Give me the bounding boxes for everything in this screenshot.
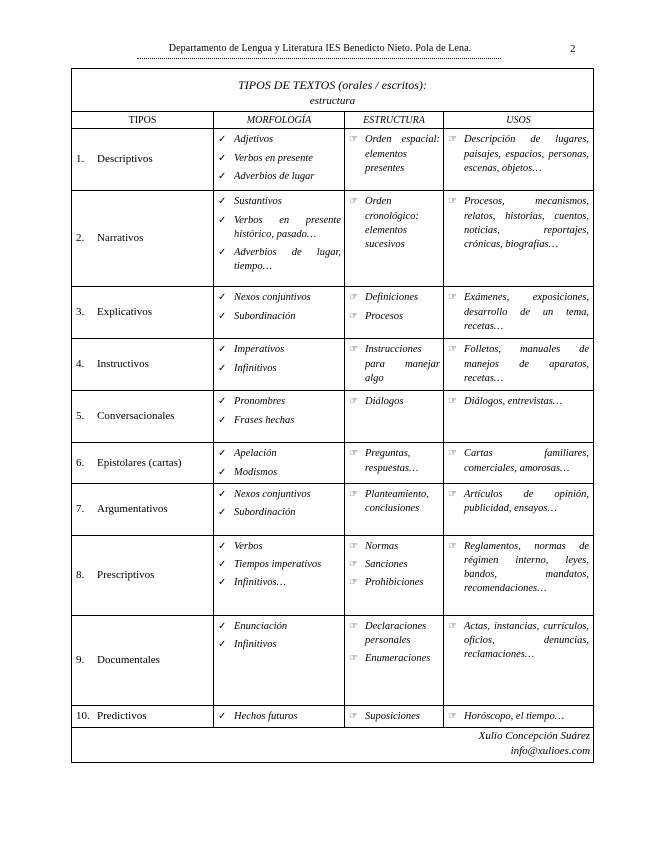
pointing-hand-icon: ☞ (349, 448, 358, 460)
estructura-text: Suposiciones (365, 710, 420, 722)
usos-item (448, 395, 589, 409)
morfologia-text: Verbos en presente (234, 152, 313, 164)
morfologia-text: Enunciación (234, 620, 288, 632)
pointing-hand-icon: ☞ (448, 448, 457, 460)
morfologia-text: Apelación (234, 448, 277, 460)
row-number: 7. (76, 502, 85, 515)
usos-text: Artículos de opinión, publicidad, ensayos… (464, 488, 590, 514)
morfologia-cell (214, 443, 345, 483)
morfologia-text: Infinitivos (234, 362, 277, 374)
usos-text: Folletos, manuales de manejos de aparatos, recetas… (464, 344, 590, 384)
checkmark-icon: ✓ (218, 577, 227, 589)
morfologia-item (218, 638, 341, 652)
morfologia-text: Nexos conjuntivos (234, 292, 311, 304)
usos-cell (444, 535, 594, 615)
pointing-hand-icon: ☞ (349, 310, 358, 322)
usos-item (448, 291, 589, 334)
morfologia-text: Adjetivos (234, 134, 274, 146)
morfologia-text: Subordinación (234, 310, 296, 322)
author-email: info@xulioes.com (510, 745, 591, 758)
usos-item (448, 540, 589, 597)
morfologia-item (218, 395, 341, 409)
estructura-item (349, 540, 440, 554)
estructura-cell (345, 287, 444, 339)
tipo-cell (72, 483, 214, 535)
tipo-cell (72, 287, 214, 339)
estructura-text: Declaraciones personales (365, 620, 427, 646)
morfologia-item (218, 214, 341, 242)
pointing-hand-icon: ☞ (349, 292, 358, 304)
usos-cell (444, 615, 594, 705)
morfologia-item (218, 447, 341, 461)
usos-cell (444, 705, 594, 727)
estructura-cell (345, 483, 444, 535)
page-number: 2 (570, 43, 576, 55)
morfologia-item (218, 310, 341, 324)
table-row (72, 287, 594, 339)
estructura-item (349, 488, 440, 516)
usos-cell (444, 391, 594, 443)
estructura-item (349, 343, 440, 386)
morfologia-text: Adverbios de lugar, tiempo… (234, 246, 341, 273)
table-header-row (72, 112, 594, 129)
morfologia-text: Adverbios de lugar (234, 170, 315, 182)
estructura-cell (345, 535, 444, 615)
usos-text: Reglamentos, normas de régimen interno, leyes, bandos, mandatos, recomendaciones… (464, 540, 590, 595)
pointing-hand-icon: ☞ (349, 653, 358, 665)
pointing-hand-icon: ☞ (448, 134, 457, 146)
table-title-cell (72, 69, 594, 112)
pointing-hand-icon: ☞ (448, 488, 457, 500)
estructura-text: Sanciones (365, 558, 408, 570)
row-number: 4. (76, 358, 85, 371)
morfologia-text: Tiempos imperativos (234, 558, 322, 570)
estructura-text: Enumeraciones (365, 653, 431, 665)
table-row (72, 129, 594, 191)
morfologia-cell (214, 287, 345, 339)
usos-item (448, 343, 589, 386)
morfologia-item (218, 170, 341, 184)
usos-item (448, 195, 589, 252)
morfologia-item (218, 414, 341, 428)
checkmark-icon: ✓ (218, 170, 227, 182)
pointing-hand-icon: ☞ (349, 196, 358, 208)
row-number: 8. (76, 568, 85, 581)
header-divider (137, 58, 501, 59)
row-number: 3. (76, 306, 85, 319)
pointing-hand-icon: ☞ (448, 344, 457, 356)
estructura-text: Diálogos (365, 396, 404, 408)
estructura-cell (345, 443, 444, 483)
checkmark-icon: ✓ (218, 540, 227, 552)
checkmark-icon: ✓ (218, 506, 227, 518)
estructura-cell (345, 339, 444, 391)
table-row (72, 615, 594, 705)
estructura-cell (345, 129, 444, 191)
estructura-item (349, 652, 440, 666)
estructura-text: Orden cronológico: elementos sucesivos (365, 196, 419, 250)
morfologia-cell (214, 391, 345, 443)
tipo-label: Predictivos (97, 709, 147, 722)
estructura-text: Definiciones (365, 292, 419, 304)
table-title: TIPOS DE TEXTOS (orales / escritos): (238, 78, 427, 92)
usos-text: Horóscopo, el tiempo… (464, 710, 565, 722)
morfologia-item (218, 506, 341, 520)
estructura-cell (345, 191, 444, 287)
estructura-text: Procesos (365, 310, 404, 322)
table-footer-cell (72, 727, 594, 762)
header-title: Departamento de Lengua y Literatura IES Benedicto Nieto. Pola de Lena. (168, 43, 472, 54)
checkmark-icon: ✓ (218, 344, 227, 356)
row-number: 9. (76, 653, 85, 666)
morfologia-cell (214, 615, 345, 705)
checkmark-icon: ✓ (218, 362, 227, 374)
tipo-label: Descriptivos (97, 153, 153, 166)
morfologia-cell (214, 339, 345, 391)
estructura-text: Prohibiciones (365, 577, 424, 589)
usos-text: Actas, instancias, currículos, oficios, denuncias, reclamaciones… (464, 620, 590, 661)
morfologia-item (218, 576, 341, 590)
morfologia-item (218, 466, 341, 480)
checkmark-icon: ✓ (218, 246, 227, 258)
row-number: 10. (76, 709, 90, 722)
morfologia-cell (214, 191, 345, 287)
tipo-label: Epistolares (cartas) (97, 456, 182, 469)
pointing-hand-icon: ☞ (448, 396, 457, 408)
checkmark-icon: ✓ (218, 414, 227, 426)
morfologia-cell (214, 535, 345, 615)
checkmark-icon: ✓ (218, 134, 227, 146)
tipo-cell (72, 535, 214, 615)
checkmark-icon: ✓ (218, 448, 227, 460)
table-row (72, 483, 594, 535)
checkmark-icon: ✓ (218, 152, 227, 164)
checkmark-icon: ✓ (218, 620, 227, 632)
tipo-label: Narrativos (97, 232, 144, 245)
morfologia-text: Infinitivos (234, 638, 277, 650)
tipo-label: Instructivos (97, 358, 149, 371)
usos-item (448, 620, 589, 663)
estructura-cell (345, 615, 444, 705)
morfologia-cell (214, 129, 345, 191)
tipo-cell (72, 129, 214, 191)
checkmark-icon: ✓ (218, 292, 227, 304)
pointing-hand-icon: ☞ (349, 620, 358, 632)
usos-text: Exámenes, exposiciones, desarrollo de un tema, recetas… (464, 292, 590, 332)
morfologia-item (218, 710, 341, 724)
estructura-text: Preguntas, respuestas… (365, 448, 419, 474)
estructura-cell (345, 705, 444, 727)
usos-item (448, 488, 589, 516)
pointing-hand-icon: ☞ (349, 558, 358, 570)
usos-text: Procesos, mecanismos, relatos, historias, cuentos, noticias, reportajes, crónicas, biografías… (464, 196, 590, 250)
checkmark-icon: ✓ (218, 488, 227, 500)
usos-cell (444, 191, 594, 287)
tipo-label: Documentales (97, 653, 160, 666)
checkmark-icon: ✓ (218, 638, 227, 650)
estructura-item (349, 620, 440, 648)
morfologia-cell (214, 483, 345, 535)
morfologia-item (218, 152, 341, 166)
tipo-cell (72, 705, 214, 727)
morfologia-item (218, 291, 341, 305)
tipo-label: Argumentativos (97, 502, 168, 515)
column-header-morfologia: MORFOLOGÍA (214, 112, 345, 129)
estructura-item (349, 710, 440, 724)
morfologia-text: Modismos (234, 466, 278, 478)
estructura-item (349, 291, 440, 305)
morfologia-text: Verbos (234, 540, 263, 552)
estructura-item (349, 447, 440, 475)
tipo-label: Conversacionales (97, 410, 175, 423)
morfologia-text: Verbos en presente histórico, pasado… (234, 214, 341, 240)
checkmark-icon: ✓ (218, 310, 227, 322)
usos-text: Diálogos, entrevistas… (464, 396, 563, 408)
morfologia-item (218, 362, 341, 376)
usos-text: Cartas familiares, comerciales, amorosas… (464, 448, 590, 474)
morfologia-item (218, 540, 341, 554)
morfologia-item (218, 246, 341, 274)
morfologia-item (218, 195, 341, 209)
morfologia-item (218, 620, 341, 634)
pointing-hand-icon: ☞ (349, 577, 358, 589)
estructura-item (349, 310, 440, 324)
pointing-hand-icon: ☞ (349, 134, 358, 146)
morfologia-item (218, 343, 341, 357)
pointing-hand-icon: ☞ (349, 540, 358, 552)
estructura-item (349, 395, 440, 409)
table-title-row (72, 69, 594, 112)
column-header-tipos: TIPOS (72, 112, 214, 129)
morfologia-cell (214, 705, 345, 727)
table-row (72, 191, 594, 287)
author-name: Xulio Concepción Suárez (478, 729, 591, 742)
pointing-hand-icon: ☞ (448, 710, 457, 722)
checkmark-icon: ✓ (218, 396, 227, 408)
page-header (0, 43, 655, 67)
pointing-hand-icon: ☞ (349, 344, 358, 356)
tipo-cell (72, 615, 214, 705)
usos-cell (444, 483, 594, 535)
tipo-label: Explicativos (97, 306, 152, 319)
row-number: 6. (76, 456, 85, 469)
table-row (72, 391, 594, 443)
usos-item (448, 133, 589, 176)
estructura-cell (345, 391, 444, 443)
morfologia-item (218, 133, 341, 147)
morfologia-item (218, 488, 341, 502)
column-header-estructura: ESTRUCTURA (345, 112, 444, 129)
row-number: 1. (76, 153, 85, 166)
usos-text: Descripción de lugares, paisajes, espacios, personas, escenas, objetos… (464, 134, 590, 174)
checkmark-icon: ✓ (218, 196, 227, 208)
pointing-hand-icon: ☞ (448, 540, 457, 552)
table-footer-row (72, 727, 594, 762)
pointing-hand-icon: ☞ (349, 710, 358, 722)
morfologia-text: Frases hechas (234, 414, 295, 426)
pointing-hand-icon: ☞ (349, 396, 358, 408)
estructura-item (349, 133, 440, 176)
checkmark-icon: ✓ (218, 558, 227, 570)
pointing-hand-icon: ☞ (349, 488, 358, 500)
estructura-text: Planteamiento, conclusiones (365, 488, 429, 514)
morfologia-item (218, 558, 341, 572)
morfologia-text: Sustantivos (234, 196, 282, 208)
row-number: 5. (76, 410, 85, 423)
morfologia-text: Subordinación (234, 506, 296, 518)
column-header-usos: USOS (444, 112, 594, 129)
tipo-label: Prescriptivos (97, 568, 155, 581)
checkmark-icon: ✓ (218, 214, 227, 226)
table-subtitle: estructura (309, 95, 356, 108)
estructura-item (349, 576, 440, 590)
table-row (72, 339, 594, 391)
table-row (72, 535, 594, 615)
estructura-text: Instrucciones para manejar algo (365, 344, 440, 384)
checkmark-icon: ✓ (218, 466, 227, 478)
morfologia-text: Pronombres (234, 396, 286, 408)
tipo-cell (72, 339, 214, 391)
morfologia-text: Hechos futuros (234, 710, 298, 722)
usos-cell (444, 129, 594, 191)
tipo-cell (72, 391, 214, 443)
pointing-hand-icon: ☞ (448, 196, 457, 208)
table-row (72, 705, 594, 727)
table-row (72, 443, 594, 483)
tipo-cell (72, 443, 214, 483)
morfologia-text: Infinitivos… (234, 577, 286, 589)
estructura-text: Orden espacial: elementos presentes (365, 134, 440, 174)
morfologia-text: Imperativos (234, 344, 285, 356)
usos-cell (444, 443, 594, 483)
pointing-hand-icon: ☞ (448, 292, 457, 304)
usos-item (448, 710, 589, 724)
estructura-item (349, 195, 440, 252)
row-number: 2. (76, 232, 85, 245)
usos-item (448, 447, 589, 475)
estructura-text: Normas (365, 540, 399, 552)
morfologia-text: Nexos conjuntivos (234, 488, 311, 500)
pointing-hand-icon: ☞ (448, 620, 457, 632)
usos-cell (444, 339, 594, 391)
checkmark-icon: ✓ (218, 710, 227, 722)
estructura-item (349, 558, 440, 572)
tipo-cell (72, 191, 214, 287)
text-types-table (71, 68, 594, 763)
usos-cell (444, 287, 594, 339)
